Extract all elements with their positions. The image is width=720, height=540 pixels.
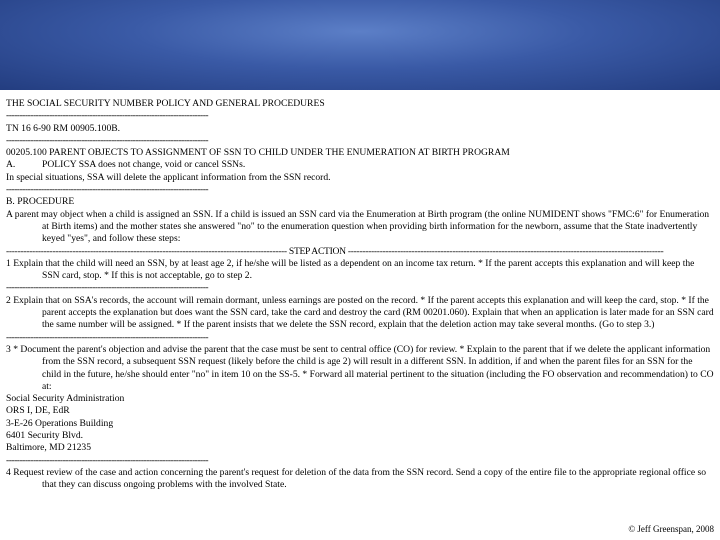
- special-situations-text: In special situations, SSA will delete the applicant information from the SSN record.: [6, 171, 331, 183]
- procedure-text: A parent may object when a child is assigned an SSN. If a child is issued an SSN card via the Enumeration at Birth program (the online NUMIDENT shows "FMC:6" for Enumeration at Birth items) and the mother states she answered "no" to the enumeration question when providing birth information for the newborn, assume that the State inadvertently keyed "yes", and follow these steps:: [6, 208, 710, 245]
- step-4: 4 Request review of the case and action concerning the parent's request for deletion of the data from the SSN record. Send a copy of the entire file to the appropriate regional office so that they can discuss ongoing problems with the involved State.: [6, 466, 707, 491]
- policy-line: [6, 159, 714, 171]
- divider-rule: ---------------------------------------------------------------------------: [6, 282, 209, 294]
- step-3: 3 * Document the parent's objection and advise the parent that the case must be sent to central office (CO) for review. * Explain to the parent that if we delete the applicant information from the SSN record, a subsequent SSN request (likely before the child is age 2) will result in a different SSN. In addition, if and when the parent files for an SSN for the child in the future, he/she should enter "no" in item 10 on the SS-5. * Forward all material pertinent to the situation (including the FO observation and recommendation) to CO at:: [6, 343, 714, 392]
- address-line: 3-E-26 Operations Building: [6, 417, 114, 429]
- step-action-header: [6, 246, 714, 258]
- address-line: 6401 Security Blvd.: [6, 430, 84, 442]
- step-action-rule-right: -------------------------------------------------------------------------------------------------------------: [347, 245, 664, 257]
- address-line: Social Security Administration: [6, 393, 125, 405]
- procedure-heading: B. PROCEDURE: [6, 196, 75, 208]
- document-title: THE SOCIAL SECURITY NUMBER POLICY AND GENERAL PROCEDURES: [6, 98, 325, 109]
- divider-rule: ---------------------------------------------------------------------------: [6, 454, 209, 466]
- divider-rule: ---------------------------------------------------------------------------: [6, 110, 209, 122]
- address-line: ORS I, DE, EdR: [6, 405, 70, 417]
- policy-text: POLICY SSA does not change, void or cancel SSNs.: [42, 159, 246, 171]
- step-1: 1 Explain that the child will need an SSN, by at least age 2, if he/she will be listed as a dependent on an income tax return. * If the parent accepts this explanation and will keep the SSN card, stop. * If this is not acceptable, go to step 2.: [6, 257, 695, 282]
- divider-rule: ---------------------------------------------------------------------------: [6, 134, 209, 146]
- policy-label: A.: [6, 159, 16, 171]
- address-line: Baltimore, MD 21235: [6, 442, 92, 454]
- copyright-notice: © Jeff Greenspan, 2008: [628, 524, 714, 534]
- document-body: [6, 98, 714, 492]
- transmittal-number: TN 16 6-90 RM 00905.100B.: [6, 122, 121, 134]
- step-action-label: STEP ACTION: [288, 245, 346, 257]
- divider-rule: ---------------------------------------------------------------------------: [6, 331, 209, 343]
- slide-header-band: [0, 0, 720, 90]
- divider-rule: ---------------------------------------------------------------------------: [6, 184, 209, 196]
- step-2: 2 Explain that on SSA's records, the account will remain dormant, unless earnings are posted on the record. * If the parent accepts this explanation and will keep the card, stop. * If the parent accepts the explanation but does want the SSN card, take the card and destroy the card (RM 00201.060). Explain that when an application is later made for an SSN card the same number will be assigned. * If the parent insists that we delete the SSN record, explain that the deletion action may take several months. (Go to step 3.): [6, 294, 714, 331]
- section-heading: 00205.100 PARENT OBJECTS TO ASSIGNMENT OF SSN TO CHILD UNDER THE ENUMERATION AT BIRTH PROGRAM: [6, 147, 510, 159]
- step-action-rule-left: -------------------------------------------------------------------------------------------------: [6, 245, 287, 257]
